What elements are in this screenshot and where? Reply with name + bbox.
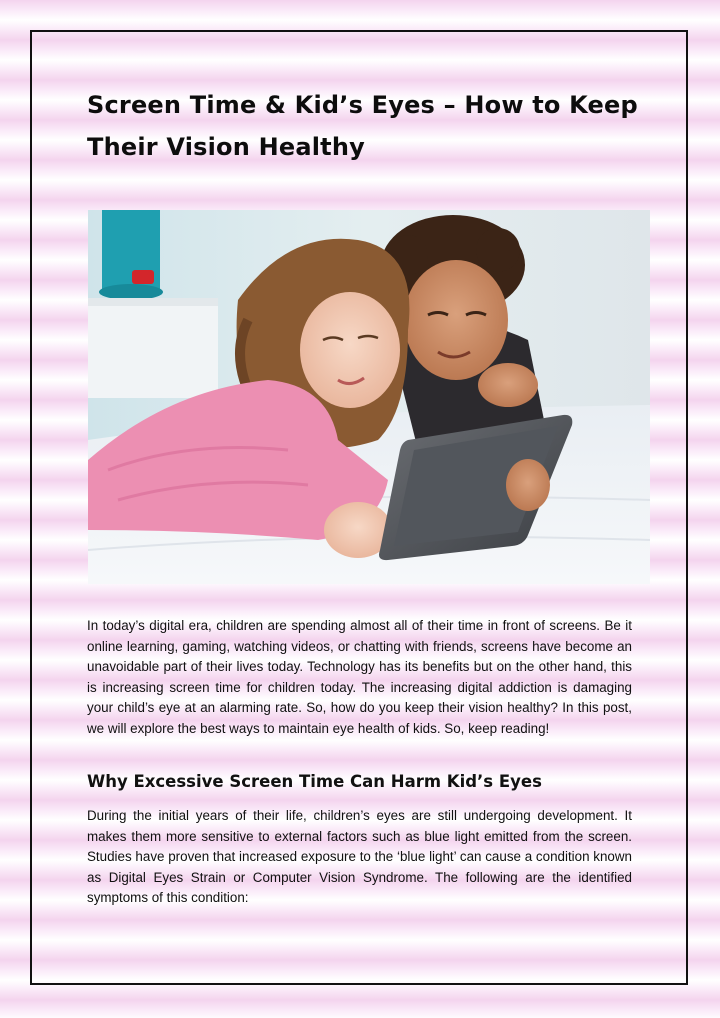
section-paragraph: During the initial years of their life, children’s eyes are still undergoing development. It makes them more sensitive to external factors such as blue light emitted from the screen. Studies have proven that increased exposure to the ‘blue light’ can cause a condition known as Digital Eyes Strain or Computer Vision Syndrome. The following are the identified symptoms of this condition: [87,808,632,906]
article-title: Screen Time & Kid’s Eyes – How to Keep Their Vision Healthy [87,91,638,161]
kids-with-tablet-photo [88,210,650,584]
section-heading: Why Excessive Screen Time Can Harm Kid’s Eyes [87,772,542,791]
intro-paragraph: In today’s digital era, children are spending almost all of their time in front of screens. Be it online learning, gaming, watching videos, or chatting with friends, screens have become an unavoidable part of their lives today. Technology has its benefits but on the other hand, this is increasing screen time for children today. The increasing digital addiction is damaging your child’s eye at an alarming rate. So, how do you keep their vision healthy? In this post, we will explore the best ways to maintain eye health of kids. So, keep reading! [87,618,632,736]
